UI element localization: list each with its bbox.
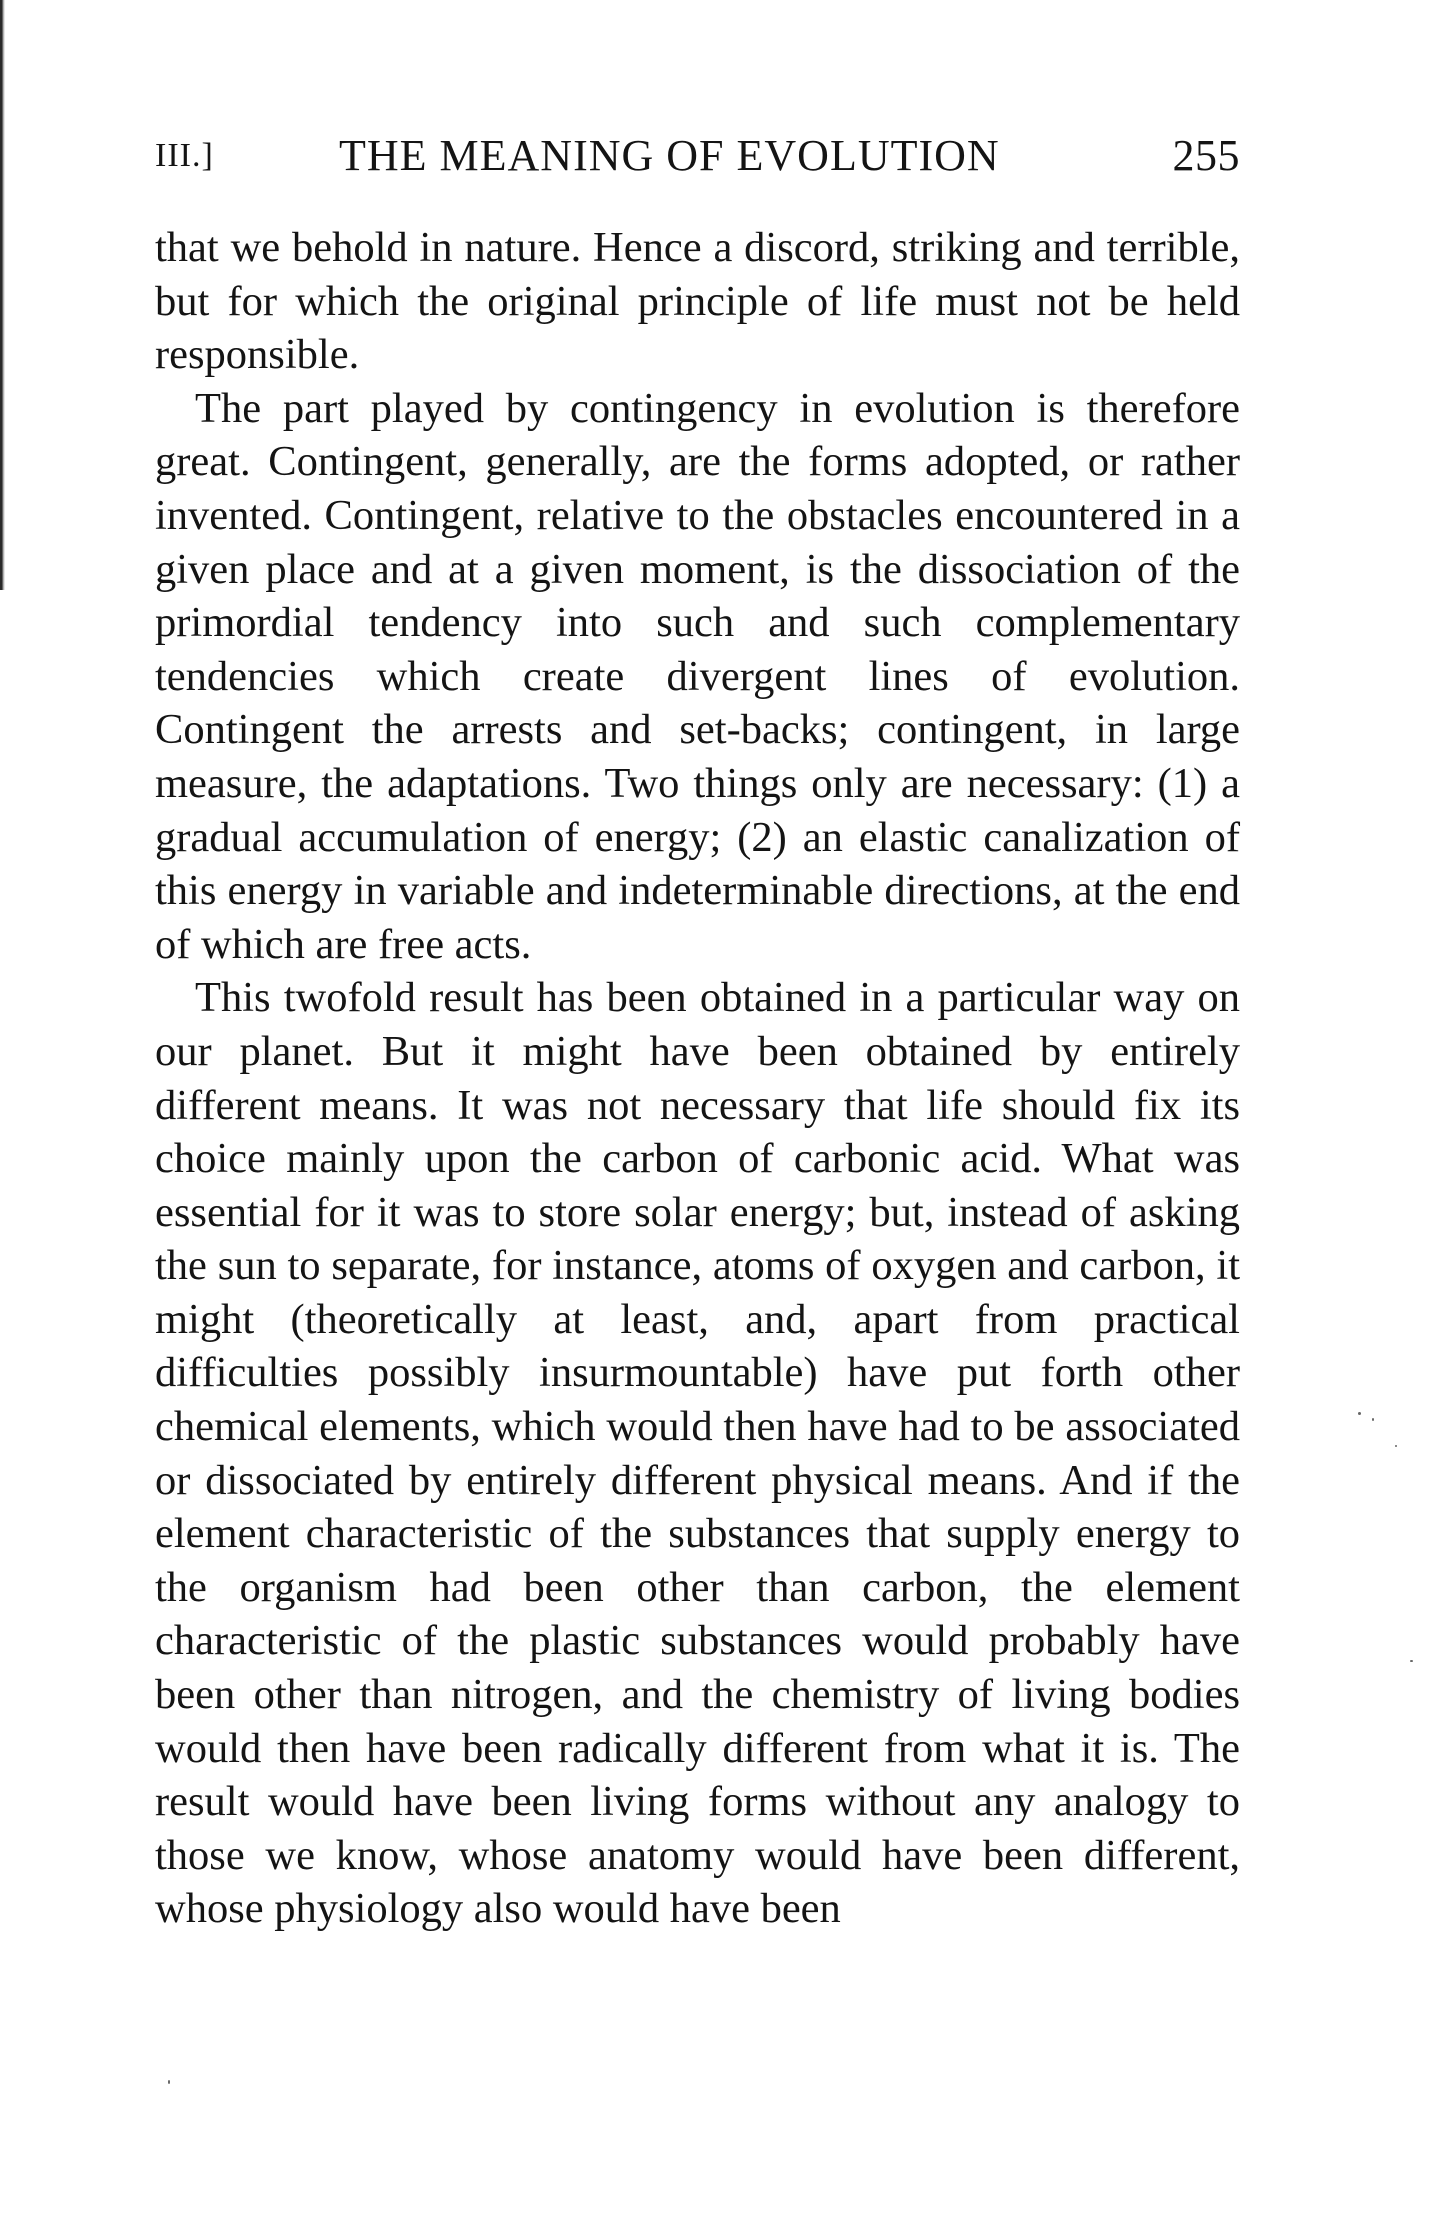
print-speck <box>1358 1412 1361 1415</box>
print-speck <box>1395 1445 1397 1447</box>
page-number: 255 <box>1172 131 1240 180</box>
running-head <box>155 128 1240 184</box>
running-title: THE MEANING OF EVOLUTION <box>339 131 1000 180</box>
chapter-number: III.] <box>155 137 214 174</box>
print-speck <box>1372 1418 1374 1421</box>
paragraph-contingency: The part played by contingency in evolution is therefore great. Contingent, generally, are the forms adopted, or rather invented. Contingent, relative to the obstacles encountered in a given place and at a given moment, is the dissociation of the primordial tendency into such and such complementary tendencies which create divergent lines of evolution. Contingent the arrests and set-backs; contingent, in large measure, the adaptations. Two things only are necessary: (1) a gradual accumulation of energy; (2) an elastic canalization of this energy in variable and indeterminable directions, at the end of which are free acts. <box>155 384 1240 968</box>
page-edge-shadow <box>0 0 5 590</box>
body-text <box>155 221 1240 1936</box>
print-speck <box>168 2080 170 2084</box>
paragraph-twofold-result: This twofold result has been obtained in a particular way on our planet. But it might have been obtained by entirely different means. It was not necessary that life should fix its choice mainly upon the carbon of carbonic acid. What was essential for it was to store solar energy; but, instead of asking the sun to separate, for instance, atoms of oxygen and carbon, it might (theoretically at least, and, apart from practical difficulties possibly insurmountable) have put forth other chemical elements, which would then have had to be associated or dissociated by entirely different physical means. And if the element characteristic of the substances that supply energy to the organism had been other than carbon, the element characteristic of the plastic substances would probably have been other than nitrogen, and the chemistry of living bodies would then have been radically different from what it is. The result would have been living forms without any analogy to those we know, whose anatomy would have been different, whose physiology also would have been <box>155 974 1240 1933</box>
print-speck <box>1410 1660 1413 1662</box>
paragraph-continued: that we behold in nature. Hence a discord, striking and terrible, but for which the original principle of life must not be held responsible. <box>155 224 1240 379</box>
